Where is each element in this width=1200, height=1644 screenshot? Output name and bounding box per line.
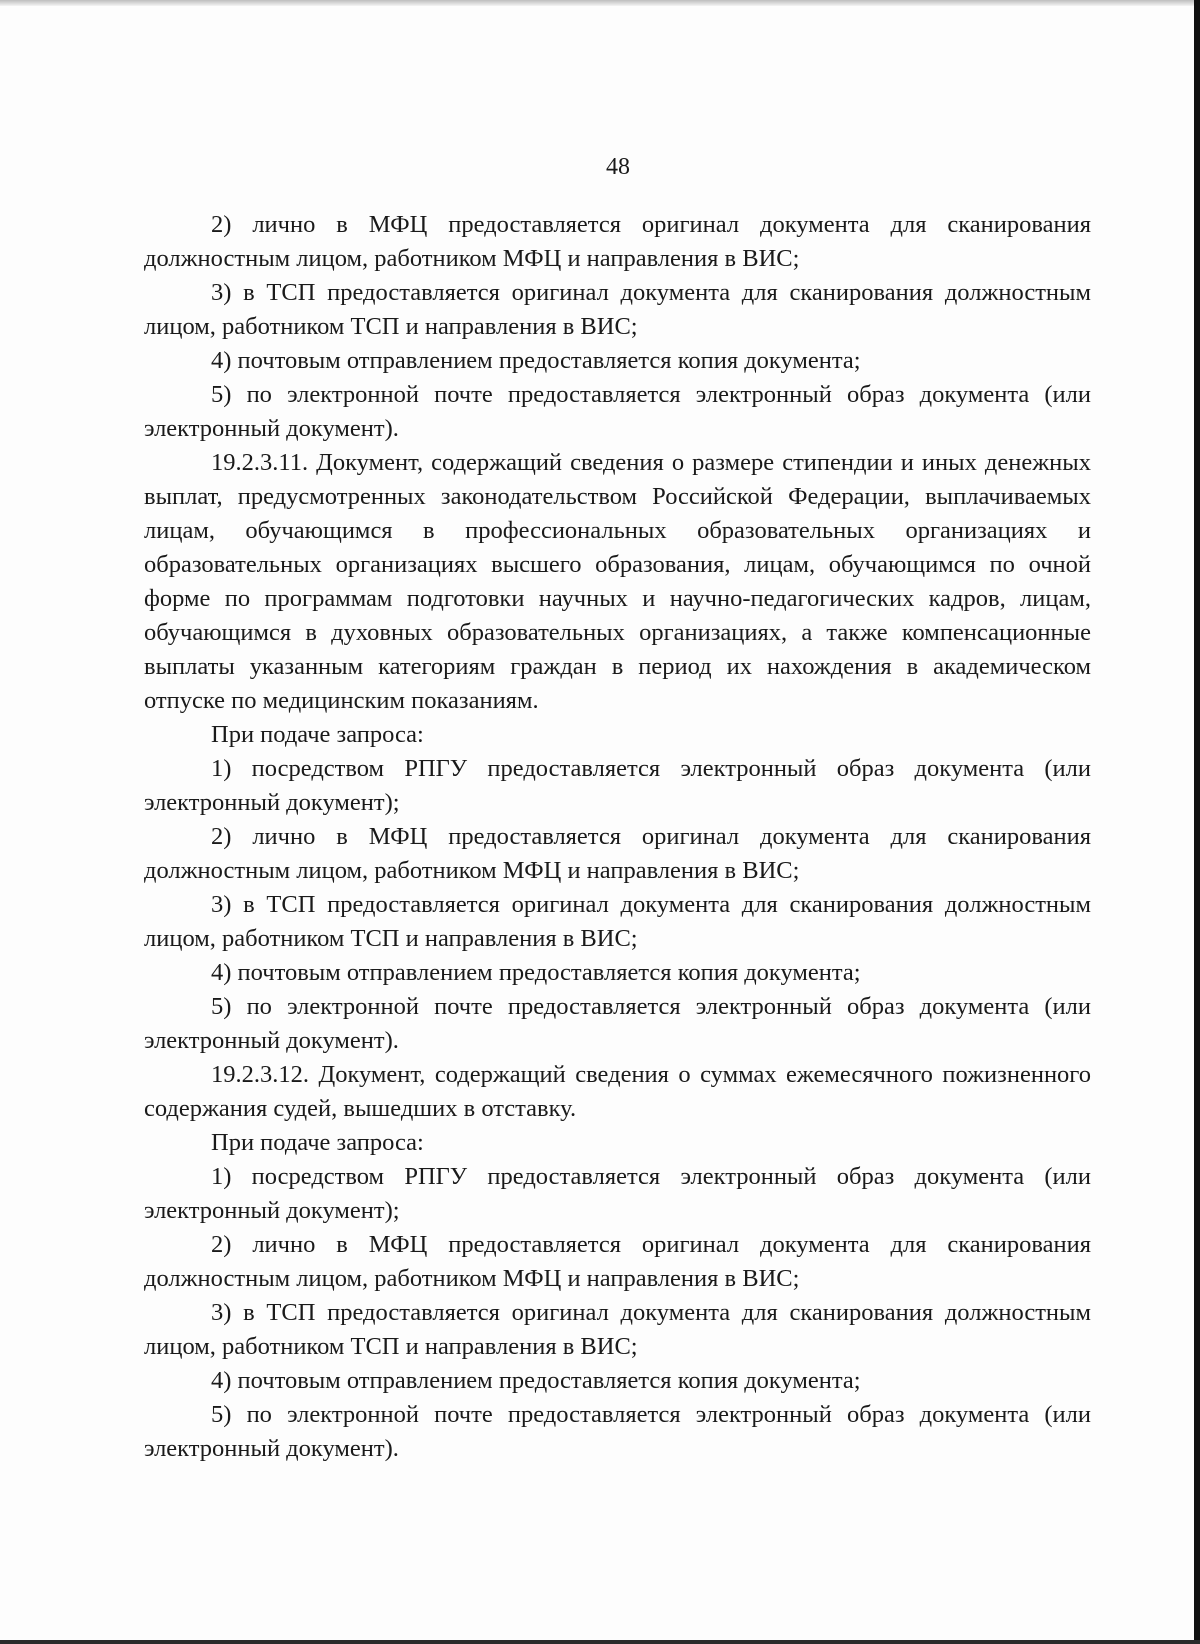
paragraph: 3) в ТСП предоставляется оригинал документа для сканирования должностным лицом, работником ТСП и направления в ВИС;	[144, 891, 1091, 952]
paragraph: 3) в ТСП предоставляется оригинал документа для сканирования должностным лицом, работником ТСП и направления в ВИС;	[144, 279, 1091, 340]
section-paragraph-19-2-3-11: 19.2.3.11. Документ, содержащий сведения о размере стипендии и иных денежных выплат, предусмотренных законодательством Российской Федерации, выплачиваемых лицам, обучающимся в профессиональных образовательных организациях и образовательных организациях высшего образования, лицам, обучающимся по очной форме по программам подготовки научных и научно-педагогических кадров, лицам, обучающимся в духовных образовательных организациях, а также компенсационные выплаты указанным категориям граждан в период их нахождения в академическом отпуске по медицинским показаниям.	[144, 449, 1091, 714]
paragraph: 2) лично в МФЦ предоставляется оригинал документа для сканирования должностным лицом, работником МФЦ и направления в ВИС;	[144, 1231, 1091, 1292]
paragraph: При подаче запроса:	[211, 721, 424, 748]
scan-edge-right	[1194, 0, 1200, 1644]
scan-edge-bottom	[0, 1640, 1200, 1644]
paragraph: 5) по электронной почте предоставляется электронный образ документа (или электронный документ).	[144, 381, 1091, 442]
page-number: 48	[606, 154, 630, 180]
paragraph: 5) по электронной почте предоставляется электронный образ документа (или электронный документ).	[144, 993, 1091, 1054]
document-body	[144, 208, 1091, 1466]
paragraph: 4) почтовым отправлением предоставляется копия документа;	[211, 1367, 861, 1394]
paragraph: 1) посредством РПГУ предоставляется электронный образ документа (или электронный документ);	[144, 1163, 1091, 1224]
paragraph: 3) в ТСП предоставляется оригинал документа для сканирования должностным лицом, работником ТСП и направления в ВИС;	[144, 1299, 1091, 1360]
section-paragraph-19-2-3-12: 19.2.3.12. Документ, содержащий сведения о суммах ежемесячного пожизненного содержания судей, вышедших в отставку.	[144, 1061, 1091, 1122]
paragraph: 2) лично в МФЦ предоставляется оригинал документа для сканирования должностным лицом, работником МФЦ и направления в ВИС;	[144, 823, 1091, 884]
paragraph: 5) по электронной почте предоставляется электронный образ документа (или электронный документ).	[144, 1401, 1091, 1462]
paragraph: 4) почтовым отправлением предоставляется копия документа;	[211, 959, 861, 986]
paragraph: 2) лично в МФЦ предоставляется оригинал документа для сканирования должностным лицом, работником МФЦ и направления в ВИС;	[144, 211, 1091, 272]
paragraph: 4) почтовым отправлением предоставляется копия документа;	[211, 347, 861, 374]
paragraph: 1) посредством РПГУ предоставляется электронный образ документа (или электронный документ);	[144, 755, 1091, 816]
paragraph: При подаче запроса:	[211, 1129, 424, 1156]
